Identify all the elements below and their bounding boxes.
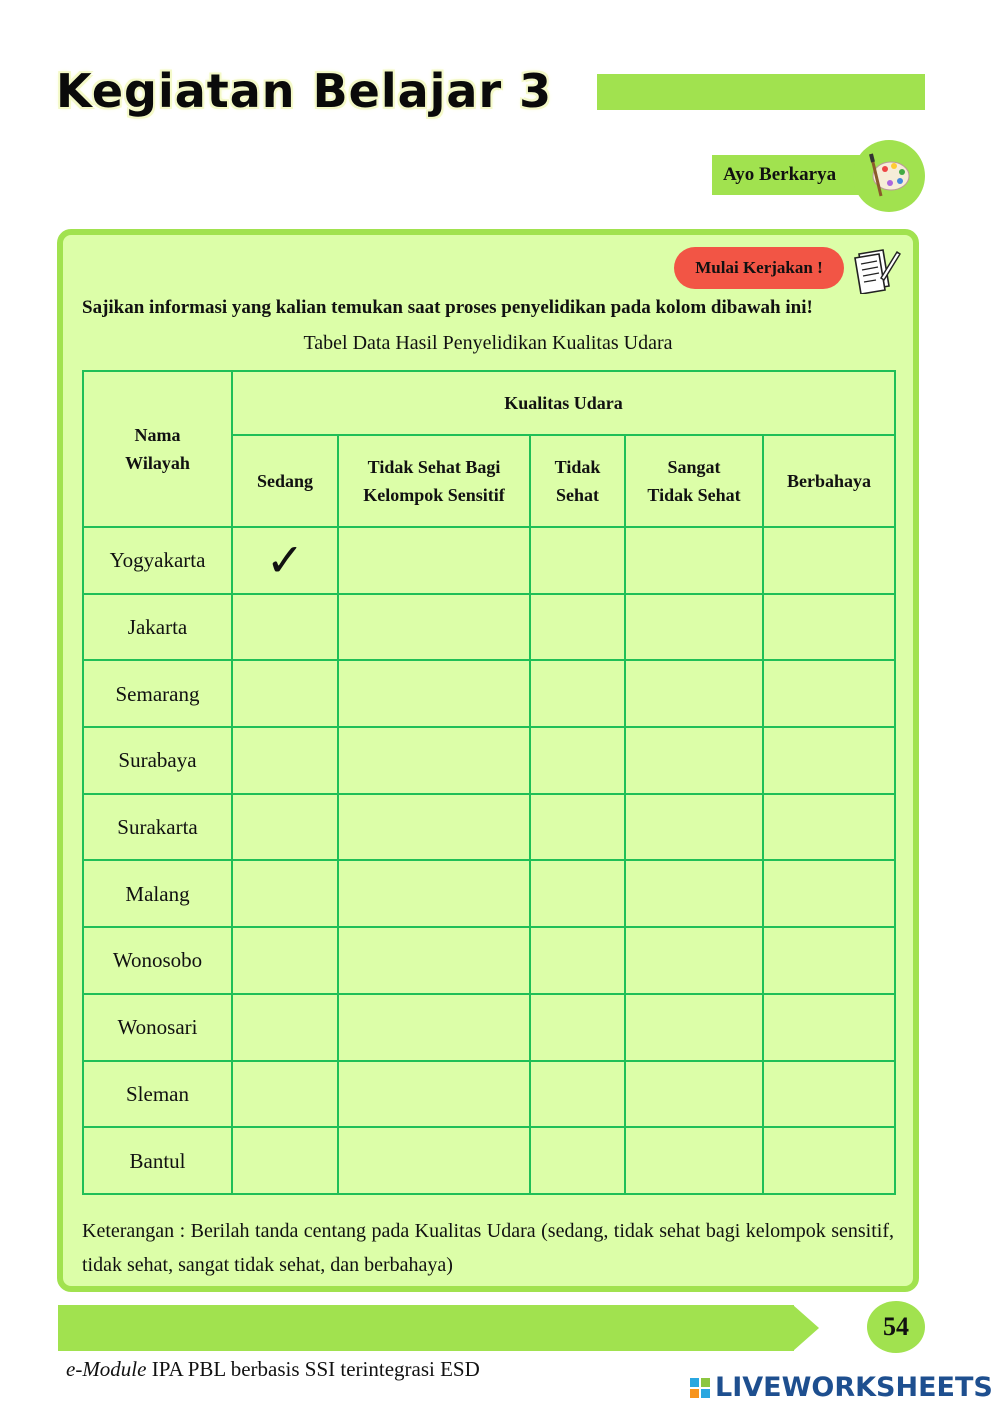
quality-check-cell[interactable]: [763, 794, 895, 861]
region-name-cell: Bantul: [83, 1127, 232, 1194]
region-name-cell: Surakarta: [83, 794, 232, 861]
quality-column-header-line1: Berbahaya: [787, 471, 872, 491]
quality-check-cell[interactable]: [232, 794, 338, 861]
quality-check-cell[interactable]: [763, 994, 895, 1061]
quality-column-header: [763, 435, 895, 527]
quality-check-cell[interactable]: [530, 527, 625, 594]
region-name-cell: Surabaya: [83, 727, 232, 794]
quality-column-header-line2: Tidak Sehat: [647, 485, 741, 505]
quality-check-cell[interactable]: [530, 660, 625, 727]
quality-check-cell[interactable]: [338, 1127, 530, 1194]
region-name-cell: Wonosari: [83, 994, 232, 1061]
quality-check-cell[interactable]: [763, 594, 895, 661]
quality-check-cell[interactable]: [625, 727, 763, 794]
liveworksheets-logo-icon: [690, 1378, 710, 1398]
quality-column-header: [232, 435, 338, 527]
quality-check-cell[interactable]: [625, 860, 763, 927]
page-number: [867, 1301, 925, 1353]
quality-check-cell[interactable]: [338, 794, 530, 861]
quality-check-cell[interactable]: [232, 927, 338, 994]
title-accent-bar: [597, 74, 925, 110]
quality-check-cell[interactable]: [530, 1061, 625, 1128]
table-row: [83, 1061, 895, 1128]
footer-bar: [58, 1305, 794, 1351]
quality-check-cell[interactable]: [763, 1061, 895, 1128]
quality-check-cell[interactable]: [625, 527, 763, 594]
quality-check-cell[interactable]: [338, 660, 530, 727]
table-body: [83, 527, 895, 1194]
table-caption: Tabel Data Hasil Penyelidikan Kualitas Udara: [303, 332, 673, 354]
quality-check-cell[interactable]: [530, 927, 625, 994]
table-row: [83, 860, 895, 927]
region-name-cell: Semarang: [83, 660, 232, 727]
region-name-cell: Sleman: [83, 1061, 232, 1128]
quality-check-cell[interactable]: [763, 860, 895, 927]
quality-column-header-line2: Kelompok Sensitif: [363, 485, 505, 505]
quality-column-header-line1: Sangat: [667, 457, 721, 477]
footer-arrow: [793, 1305, 819, 1351]
table-row: [83, 660, 895, 727]
footer-module-title: IPA PBL berbasis SSI terintegrasi ESD: [146, 1357, 480, 1381]
region-name-cell: Jakarta: [83, 594, 232, 661]
quality-check-cell[interactable]: [763, 660, 895, 727]
quality-check-cell[interactable]: [338, 927, 530, 994]
page-number-label: 54: [883, 1312, 909, 1341]
table-row: [83, 1127, 895, 1194]
region-name-cell: Malang: [83, 860, 232, 927]
start-badge-label: Mulai Kerjakan !: [695, 258, 823, 277]
quality-column-header: [625, 435, 763, 527]
section-icon-badge: [853, 140, 925, 212]
page-title: Kegiatan Belajar 3: [56, 64, 553, 118]
paper-pen-icon: [851, 244, 901, 294]
quality-check-cell[interactable]: [530, 860, 625, 927]
table-row: [83, 527, 895, 594]
start-badge: [674, 247, 844, 289]
quality-column-header-line1: Tidak: [554, 457, 601, 477]
quality-column-header-line1: Sedang: [256, 471, 314, 491]
instruction-text: Sajikan informasi yang kalian temukan saat proses penyelidikan pada kolom dibawah ini!: [82, 297, 813, 318]
quality-check-cell[interactable]: [530, 594, 625, 661]
quality-column-header-line1: Tidak Sehat Bagi: [367, 457, 501, 477]
quality-column-header-line2: Sehat: [555, 485, 599, 505]
palette-brush-icon: [863, 152, 913, 200]
quality-check-cell[interactable]: [530, 794, 625, 861]
quality-check-cell[interactable]: [338, 727, 530, 794]
footer-module-prefix: e-Module: [66, 1357, 147, 1381]
quality-check-cell[interactable]: [232, 660, 338, 727]
air-quality-group-header: Kualitas Udara: [232, 371, 895, 435]
air-quality-table: [82, 370, 896, 1195]
region-header-line1: Nama: [134, 425, 181, 445]
quality-check-cell[interactable]: [232, 994, 338, 1061]
liveworksheets-brand: LIVEWORKSHEETS: [715, 1372, 993, 1403]
section-tag-label: Ayo Berkarya: [723, 164, 837, 185]
table-row: [83, 594, 895, 661]
checkmark-icon: ✓: [265, 532, 305, 587]
quality-check-cell[interactable]: [625, 1127, 763, 1194]
quality-check-cell[interactable]: [763, 1127, 895, 1194]
quality-check-cell[interactable]: [232, 1061, 338, 1128]
table-row: [83, 794, 895, 861]
quality-check-cell[interactable]: [338, 527, 530, 594]
quality-check-cell[interactable]: [763, 527, 895, 594]
footer-module-text: [66, 1357, 480, 1382]
region-header-line2: Wilayah: [125, 453, 190, 473]
quality-check-cell[interactable]: [530, 1127, 625, 1194]
quality-check-cell[interactable]: [625, 1061, 763, 1128]
quality-check-cell[interactable]: [625, 927, 763, 994]
liveworksheets-logo[interactable]: [690, 1372, 993, 1403]
quality-check-cell[interactable]: [625, 794, 763, 861]
quality-check-cell[interactable]: [625, 594, 763, 661]
quality-check-cell[interactable]: [763, 927, 895, 994]
quality-check-cell[interactable]: [625, 994, 763, 1061]
note-text: Keterangan : Berilah tanda centang pada Kualitas Udara (sedang, tidak sehat bagi kelompok sensitif, tidak sehat, sangat tidak sehat, dan berbahaya): [82, 1220, 894, 1276]
quality-check-cell[interactable]: [338, 860, 530, 927]
quality-check-cell[interactable]: [338, 1061, 530, 1128]
quality-check-cell[interactable]: [625, 660, 763, 727]
region-name-cell: Wonosobo: [83, 927, 232, 994]
region-name-cell: Yogyakarta: [83, 527, 232, 594]
table-row: [83, 927, 895, 994]
quality-check-cell[interactable]: [338, 994, 530, 1061]
quality-check-cell[interactable]: [763, 727, 895, 794]
quality-check-cell[interactable]: [232, 860, 338, 927]
quality-column-header: [338, 435, 530, 527]
quality-check-cell[interactable]: [338, 594, 530, 661]
quality-check-cell[interactable]: [232, 594, 338, 661]
quality-column-header: [530, 435, 625, 527]
table-row: [83, 727, 895, 794]
quality-check-cell[interactable]: [232, 727, 338, 794]
quality-check-cell[interactable]: [530, 994, 625, 1061]
quality-check-cell[interactable]: [232, 1127, 338, 1194]
quality-check-cell[interactable]: [530, 727, 625, 794]
quality-check-cell[interactable]: [232, 527, 338, 594]
table-row: [83, 994, 895, 1061]
region-column-header: [83, 371, 232, 527]
